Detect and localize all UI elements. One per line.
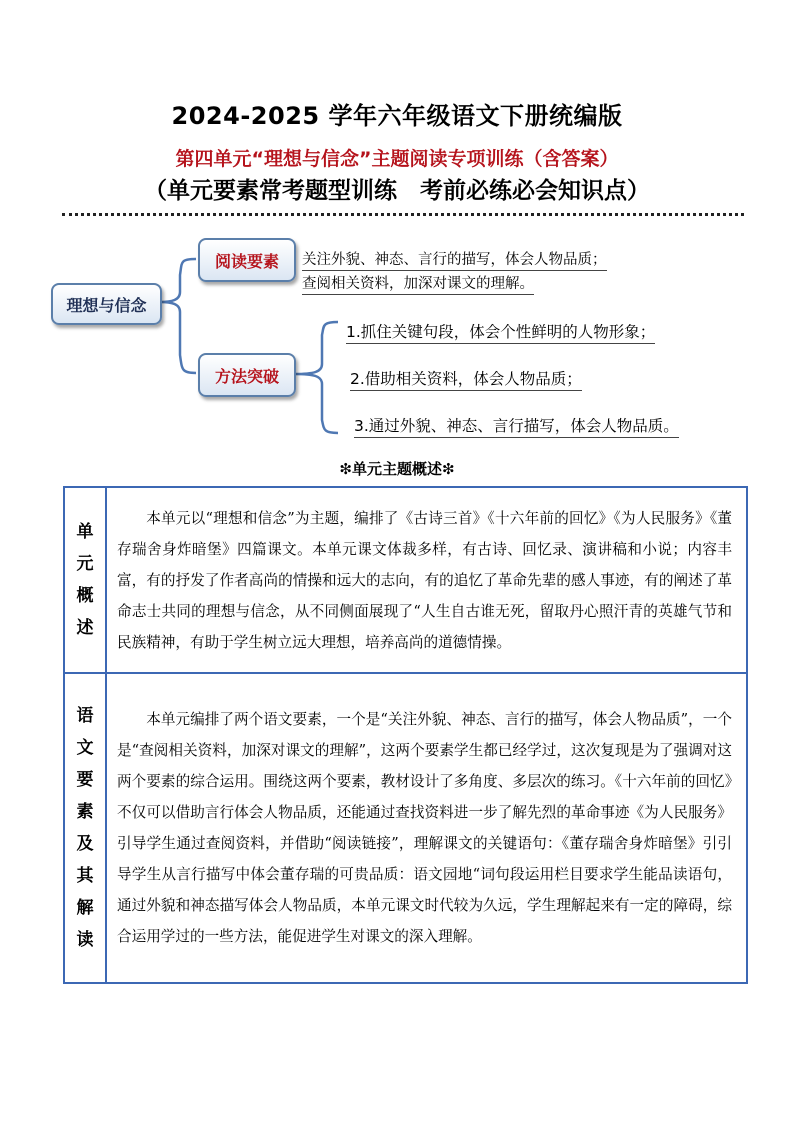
reading-element-line-2: 查阅相关资料，加深对课文的理解。: [302, 272, 534, 295]
table-row: [64, 487, 747, 673]
reading-element-line-1: 关注外貌、神态、言行的描写，体会人物品质；: [302, 248, 607, 271]
label-char: 素: [76, 802, 94, 822]
table-row: [64, 673, 747, 983]
method-item-3: 3.通过外貌、神态、言行描写，体会人物品质。: [354, 414, 679, 438]
mindmap-node-reading-elements: 阅读要素: [198, 238, 296, 282]
label-char: 单: [76, 522, 94, 542]
label-char: 解: [76, 898, 94, 918]
label-char: 读: [76, 930, 94, 950]
label-char: 其: [76, 866, 94, 886]
mindmap-connectors: [0, 0, 794, 460]
document-title: 2024-2025 学年六年级语文下册统编版: [171, 102, 623, 130]
mindmap-node-method: 方法突破: [198, 353, 296, 397]
label-char: 文: [76, 738, 94, 758]
label-char: 述: [76, 618, 94, 638]
root-brace: [160, 259, 196, 373]
label-char: 概: [76, 586, 94, 606]
row-label-unit-overview: [64, 487, 106, 673]
document-subtitle-secondary: （单元要素常考题型训练 考前必练必会知识点）: [144, 177, 650, 204]
method-brace: [294, 322, 338, 433]
language-elements-text: 本单元编排了两个语文要素，一个是“关注外貌、神态、言行的描写，体会人物品质”，一个是“查阅相关资料，加深对课文的理解”，这两个要素学生都已经学过，这次复现是为了强调对这两个要素的综合运用。围绕这两个要素，教材设计了多角度、多层次的练习。《十六年前的回忆》不仅可以借助言行体会人物品质，还能通过查找资料进一步了解先烈的革命事迹《为人民服务》引导学生通过查阅资料，并借助“阅读链接”，理解课文的关键语句：《董存瑞舍身炸暗堡》引引导学生从言行描写中体会董存瑞的可贵品质：语文园地“词句段运用栏目要求学生能品读语句，通过外貌和神态描写体会人物品质，本单元课文时代较为久远，学生理解起来有一定的障碍，综合运用学过的一些方法，能促进学生对课文的深入理解。: [106, 673, 747, 983]
mindmap-root-node: 理想与信念: [51, 283, 162, 325]
document-subtitle: 第四单元“理想与信念”主题阅读专项训练（含答案）: [175, 148, 619, 170]
label-char: 语: [76, 706, 94, 726]
method-item-2: 2.借助相关资料，体会人物品质；: [350, 367, 582, 391]
unit-overview-text: 本单元以“理想和信念”为主题，编排了《古诗三首》《十六年前的回忆》《为人民服务》《董存瑞舍身炸暗堡》四篇课文。本单元课文体裁多样，有古诗、回忆录、演讲稿和小说；内容丰富，有的抒发了作者高尚的情操和远大的志向，有的追忆了革命先辈的感人事迹，有的阐述了革命志士共同的理想与信念，从不同侧面展现了“人生自古谁无死，留取丹心照汗青的英雄气节和民族精神，有助于学生树立远大理想，培养高尚的道德情操。: [106, 487, 747, 673]
row-label-language-elements: [64, 673, 106, 983]
label-char: 元: [76, 554, 94, 574]
section-title: ❇单元主题概述❇: [339, 460, 455, 478]
label-char: 要: [76, 770, 94, 790]
unit-overview-table: [63, 486, 748, 984]
label-char: 及: [76, 834, 94, 854]
method-item-1: 1.抓住关键句段，体会个性鲜明的人物形象；: [346, 320, 655, 344]
